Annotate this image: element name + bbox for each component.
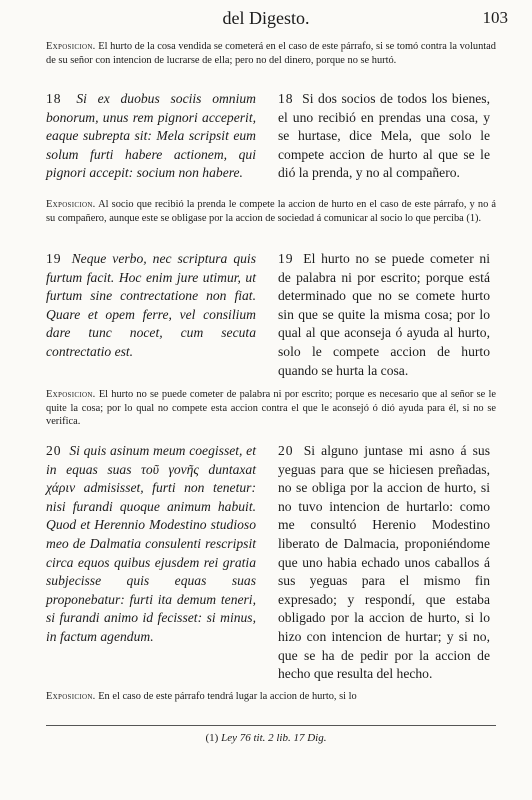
footnote-divider	[46, 725, 496, 726]
spanish-text: Si alguno juntase mi asno á sus yeguas para que se hiciesen preñadas, no se obliga por la accion de hurto, si no tuvo intencion de hurtarlo: como me consultó Herenio Modestino liberato de Dalmacia, proponiéndome que uno habia echado unos caballos á sus yeguas para el mismo fin expresado; y respondí, que estaba obligado por la accion de hurto, si lo hizo con intencion de hurtar; y si no, que se ha de pedir por la accion de hecho que resulta del hecho.	[278, 443, 490, 682]
paragraph-number: 20	[46, 443, 62, 458]
exposition-text: En el caso de este párrafo tendrá lugar la accion de hurto, si lo	[98, 691, 357, 702]
paragraph-number: 18	[278, 91, 294, 106]
page-header	[0, 6, 532, 32]
spanish-paragraph-20	[278, 442, 490, 684]
footnote-marker: (1)	[205, 732, 219, 744]
latin-text: Si quis asinum meum coegisset, et in equas suas τοῦ γονῆς duntaxat χάριν admisisset, furti non tenetur: nisi furandi quoque animum habuit. Quod et Herennio Modestino studioso meo de Dalmatia consulenti rescripsit circa equos quibus ejusdem rei gratia subjecisse quis equas suas proponebatur: furti ita demum teneri, si furandi animo id fecisset: si minus, in factum agendum.	[46, 443, 256, 644]
exposition-label: Exposicion.	[46, 389, 96, 400]
paragraph-number: 20	[278, 443, 294, 458]
footnote	[0, 732, 532, 744]
exposition-text: Al socio que recibió la prenda le compete la accion de hurto en el caso de este párrafo, y no á su compañero, aunque este se obligase por la accion de sociedad á comunicar al socio lo que perciba (1).	[46, 199, 496, 224]
latin-text: Si ex duobus sociis omnium bonorum, unus rem pignori acceperit, eaque subrepta sit: Mela scripsit eum solum furti habere actionem, qui pignori accepit: socium non habere.	[46, 91, 256, 181]
spanish-paragraph-19	[278, 250, 490, 380]
paragraph-number: 18	[46, 91, 62, 106]
latin-text: Neque verbo, nec scriptura quis furtum facit. Hoc enim jure utimur, ut furtum sine contrectatione non fiat. Quare et opem ferre, vel consilium dare tunc nocet, cum secuta contrectatio est.	[46, 251, 257, 359]
exposition-label: Exposicion.	[46, 41, 96, 52]
spanish-text: Si dos socios de todos los bienes, el uno recibió en prendas una cosa, y se hurtase, dice Mela, que solo le compete accion de hurto al que se le dió la prenda, y no al compañero.	[278, 91, 490, 181]
exposition-3	[46, 388, 496, 429]
latin-paragraph-18	[46, 90, 256, 183]
latin-paragraph-20	[46, 442, 256, 647]
exposition-2	[46, 198, 496, 225]
exposition-text: El hurto de la cosa vendida se cometerá en el caso de este párrafo, si se tomó contra la voluntad de su señor con intencion de lucrarse de ella; pero no del dinero, porque no se hurtó.	[46, 41, 496, 66]
spanish-paragraph-18	[278, 90, 490, 183]
running-title: del Digesto.	[222, 8, 310, 28]
exposition-label: Exposicion.	[46, 691, 96, 702]
paragraph-number: 19	[46, 251, 62, 266]
exposition-label: Exposicion.	[46, 199, 96, 210]
paragraph-number: 19	[278, 251, 294, 266]
exposition-text: El hurto no se puede cometer de palabra ni por escrito; porque es necesario que al señor se le quite la cosa; por lo qual no compete esta accion contra el que le aconsejó ó dió ayuda para él, si no se verifica.	[46, 389, 496, 427]
exposition-1	[46, 40, 496, 67]
page-number: 103	[482, 8, 508, 27]
latin-paragraph-19	[46, 250, 256, 362]
spanish-text: El hurto no se puede cometer ni de palabra ni por escrito; porque está determinado que no se comete hurto sin que se quite la misma cosa; por lo qual al que aconseja ó ayuda al hurto, solo le compete accion de hurto quando se hurta la cosa.	[278, 251, 490, 378]
exposition-4	[46, 690, 496, 704]
footnote-text: Ley 76 tit. 2 lib. 17 Dig.	[221, 732, 327, 744]
